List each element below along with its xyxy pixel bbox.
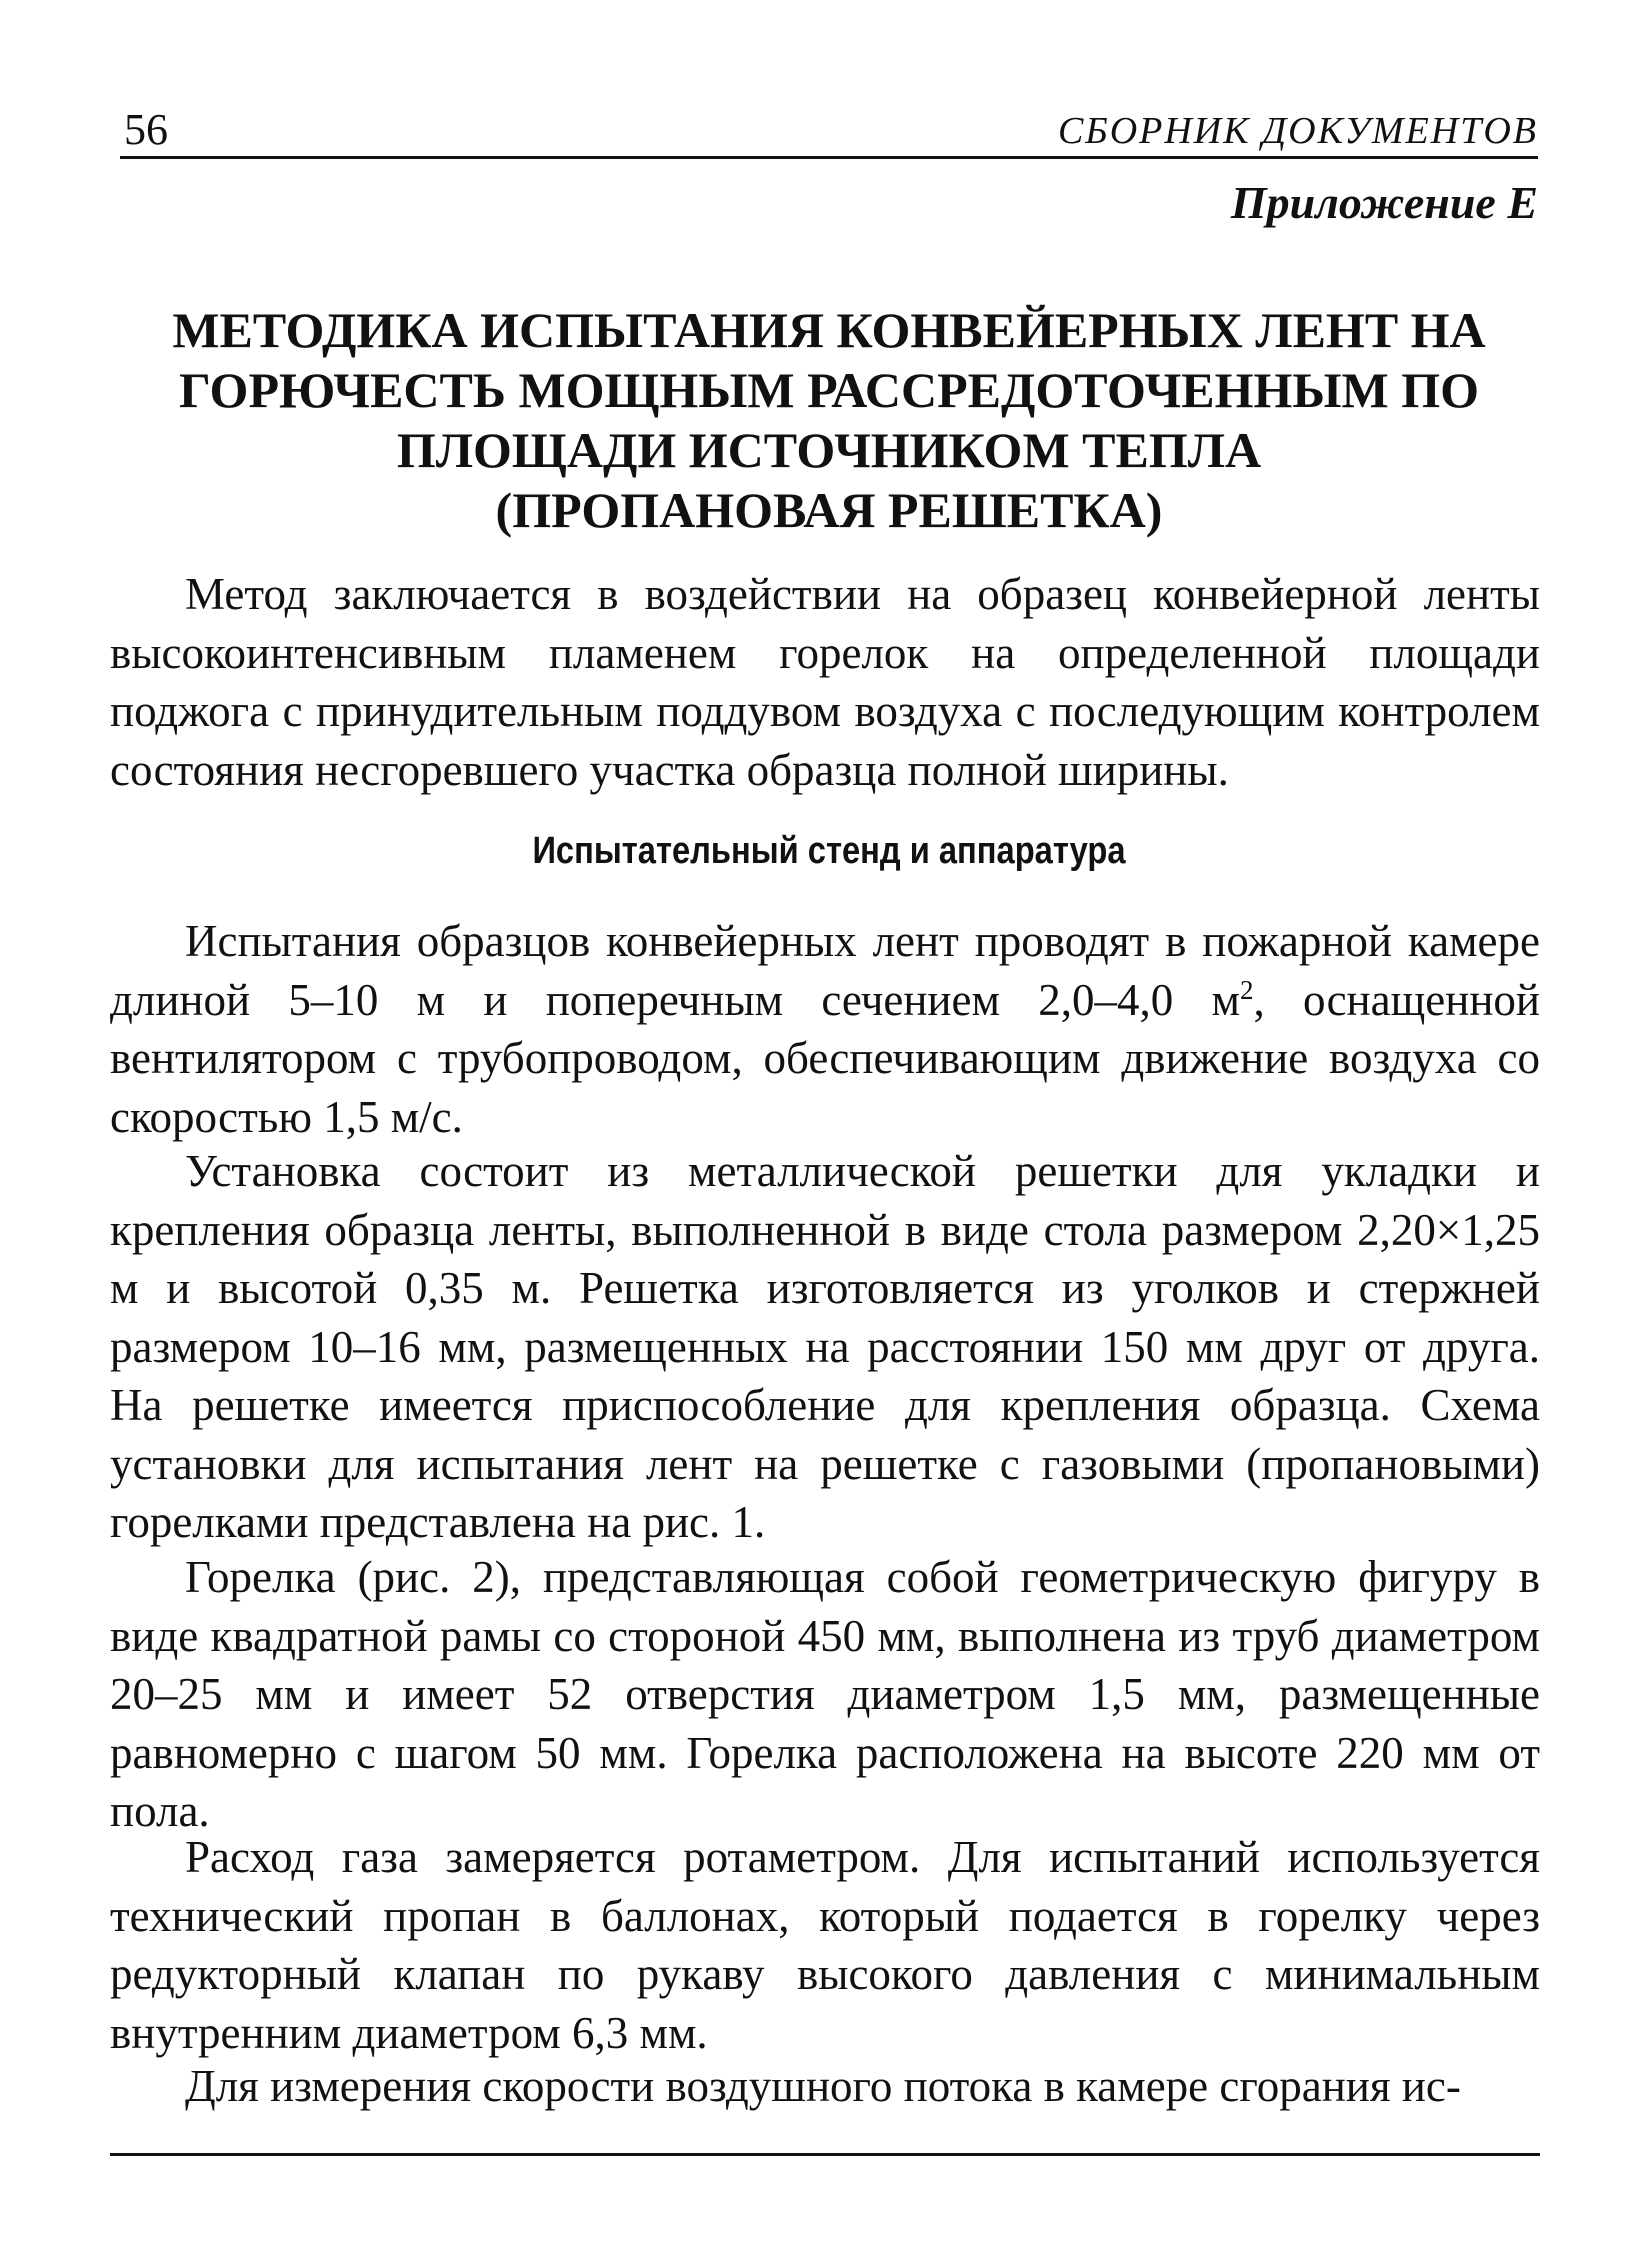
page-number: 56 [124,105,168,154]
paragraph-chamber [110,912,1540,1146]
appendix-label: Приложение Е [1230,177,1538,228]
paragraph-air-speed: Для измерения скорости воздушного потока в камере сгорания ис- [185,2061,1461,2111]
paragraph-installation: Установка состоит из металлической решетки для укладки и крепления образца ленты, выполненной в виде стола размером 2,20×1,25 м и высотой 0,35 м. Решетка изготовляется из уголков и стержней размером 10–16 мм, размещенных на расстоянии 150 мм друг от друга. На решетке имеется приспособление для крепления образца. Схема установки для испытания лент на решетке с газовыми (пропановыми) горелками представлена на рис. 1. [110,1146,1540,1547]
paragraph-burner: Горелка (рис. 2), представляющая собой геометрическую фигуру в виде квадратной рамы со стороной 450 мм, выполнена из труб диаметром 20–25 мм и имеет 52 отверстия диаметром 1,5 мм, размещенные равномерно с шагом 50 мм. Горелка расположена на высоте 220 мм от пола. [110,1552,1540,1836]
title-line: МЕТОДИКА ИСПЫТАНИЯ КОНВЕЙЕРНЫХ ЛЕНТ НА [172,302,1486,358]
paragraph-text: Испытания образцов конвейерных лент проводят в пожарной камере длиной 5–10 м и поперечным сечением 2,0–4,0 м [110,916,1540,1025]
document-title [120,300,1538,540]
running-title: СБОРНИК ДОКУМЕНТОВ [1057,110,1538,152]
section-heading: Испытательный стенд и аппаратура [532,830,1126,872]
paragraph-method: Метод заключается в воздействии на образец конвейерной ленты высокоинтенсивным пламенем горелок на определенной площади поджога с принудительным поддувом воздуха с последующим контролем состояния несгоревшего участка образца полной ширины. [110,569,1540,795]
superscript: 2 [1239,974,1254,1005]
title-line: ПЛОЩАДИ ИСТОЧНИКОМ ТЕПЛА [396,422,1262,478]
title-line: (ПРОПАНОВАЯ РЕШЕТКА) [495,482,1163,538]
paragraph-gas-flow: Расход газа замеряется ротаметром. Для испытаний используется технический пропан в баллонах, который подается в горелку через редукторный клапан по рукаву высокого давления с минимальным внутренним диаметром 6,3 мм. [110,1832,1540,2058]
paragraph-text: , оснащенной вентилятором с трубопроводом, обеспечивающим движение воздуха со скоростью 1,5 м/с. [110,974,1540,1142]
footer-rule [110,2153,1540,2156]
title-line: ГОРЮЧЕСТЬ МОЩНЫМ РАССРЕДОТОЧЕННЫМ ПО [178,362,1480,418]
page-header [120,104,1538,159]
